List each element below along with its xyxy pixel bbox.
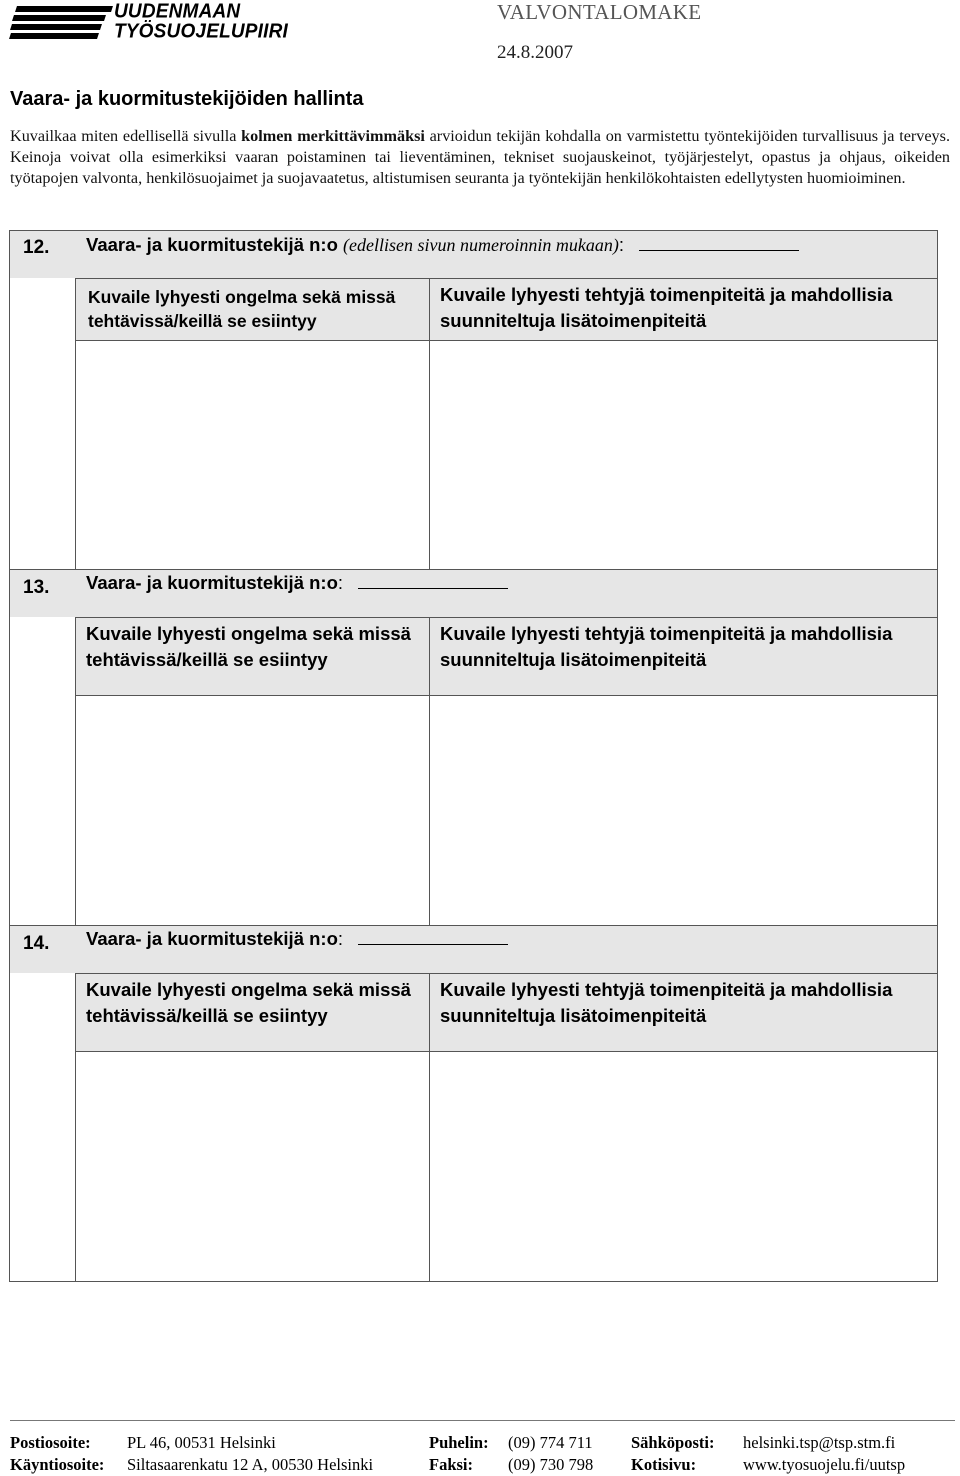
section-header	[10, 926, 937, 973]
section-title	[86, 572, 508, 594]
factor-number-field[interactable]	[358, 930, 508, 945]
section-title	[86, 234, 799, 256]
section-title-text: Vaara- ja kuormitustekijä n:o	[86, 234, 338, 255]
logo-text-line2: TYÖSUOJELUPIIRI	[114, 20, 289, 43]
document-type: VALVONTALOMAKE	[497, 0, 702, 24]
website-value: www.tyosuojelu.fi/uutsp	[743, 1455, 906, 1474]
section-number: 13.	[23, 577, 50, 598]
factor-number-field[interactable]	[358, 574, 508, 589]
section-13	[9, 569, 938, 926]
email-value: helsinki.tsp@tsp.stm.fi	[743, 1433, 896, 1452]
fax-label: Faksi:	[429, 1455, 474, 1474]
website-label: Kotisivu:	[631, 1455, 697, 1474]
section-title-text: Vaara- ja kuormitustekijä n:o	[86, 928, 338, 949]
section-title-note: (edellisen sivun numeroinnin mukaan)	[343, 235, 619, 255]
column-header-actions: Kuvaile lyhyesti tehtyjä toimenpiteitä ja mahdollisia suunniteltuja lisätoimenpiteitä	[429, 617, 938, 696]
footer-divider	[10, 1420, 955, 1421]
actions-entry-area[interactable]	[429, 695, 938, 926]
fax-value: (09) 730 798	[508, 1455, 594, 1474]
section-title	[86, 928, 508, 950]
problem-entry-area[interactable]	[75, 1051, 430, 1282]
number-column	[10, 278, 76, 569]
column-header-problem: Kuvaile lyhyesti ongelma sekä missä tehtävissä/keillä se esiintyy	[75, 973, 430, 1052]
logo-emblem	[10, 2, 112, 42]
logo-text-line1: UUDENMAAN	[114, 0, 241, 23]
postal-address-value: PL 46, 00531 Helsinki	[127, 1433, 276, 1452]
document-date: 24.8.2007	[497, 42, 573, 63]
phone-value: (09) 774 711	[508, 1433, 593, 1452]
column-header-actions: Kuvaile lyhyesti tehtyjä toimenpiteitä ja mahdollisia suunniteltuja lisätoimenpiteitä	[429, 973, 938, 1052]
intro-text-1: Kuvailkaa miten edellisellä sivulla	[10, 127, 242, 145]
number-column	[10, 617, 76, 925]
section-title-colon: :	[337, 928, 344, 949]
actions-entry-area[interactable]	[429, 340, 938, 570]
column-header-problem: Kuvaile lyhyesti ongelma sekä missä tehtävissä/keillä se esiintyy	[75, 617, 430, 696]
column-header-problem: Kuvaile lyhyesti ongelma sekä missä tehtävissä/keillä se esiintyy	[75, 278, 430, 341]
section-title-text: Vaara- ja kuormitustekijä n:o	[86, 572, 338, 593]
visiting-address-value: Siltasaarenkatu 12 A, 00530 Helsinki	[127, 1455, 374, 1474]
section-number: 14.	[23, 933, 50, 954]
visiting-address-label: Käyntiosoite:	[10, 1455, 105, 1474]
section-title-colon: :	[618, 234, 624, 255]
section-12	[9, 230, 938, 570]
section-header	[10, 570, 937, 617]
section-title-colon: :	[337, 572, 344, 593]
postal-address-label: Postiosoite:	[10, 1433, 91, 1452]
problem-entry-area[interactable]	[75, 340, 430, 570]
number-column	[10, 973, 76, 1281]
organization-logo	[10, 2, 310, 46]
section-14	[9, 925, 938, 1282]
problem-entry-area[interactable]	[75, 695, 430, 926]
section-header	[10, 231, 937, 278]
section-number: 12.	[23, 237, 50, 258]
email-label: Sähköposti:	[631, 1433, 715, 1452]
instructions-paragraph	[10, 126, 950, 190]
page-title: Vaara- ja kuormitustekijöiden hallinta	[10, 88, 364, 110]
actions-entry-area[interactable]	[429, 1051, 938, 1282]
factor-number-field[interactable]	[639, 236, 799, 251]
intro-emphasis: kolmen merkittävimmäksi	[241, 127, 425, 145]
intro-text-2: arvioidun tekijän kohdalla on varmistettu työntekijöiden turvallisuus ja terveys. Keinoja voivat olla esimerkiksi vaaran poistaminen tai lieventäminen, tekniset suojauskeinot, työjärjestelyt, opastus ja ohjaus, oikeiden työtapojen valvonta, henkilösuojaimet ja suojavaatetus, altistumisen seuranta ja työntekijän henkilökohtaisten edellytysten huomioiminen.	[10, 127, 950, 188]
phone-label: Puhelin:	[429, 1433, 489, 1452]
column-header-actions: Kuvaile lyhyesti tehtyjä toimenpiteitä ja mahdollisia suunniteltuja lisätoimenpiteitä	[429, 278, 938, 341]
